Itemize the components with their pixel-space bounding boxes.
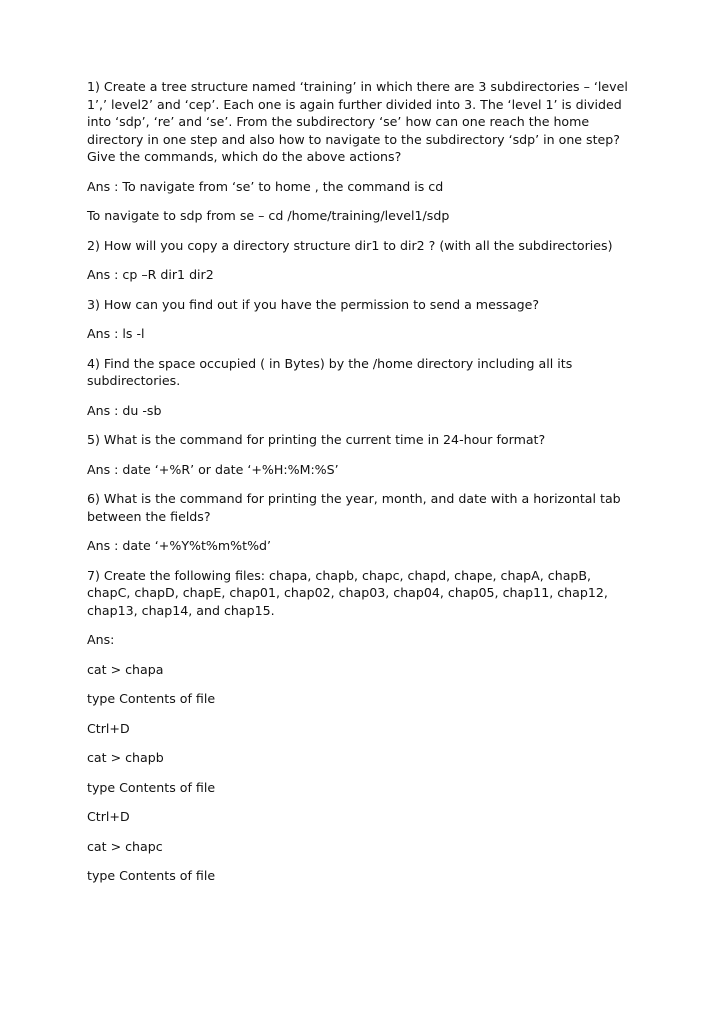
command-line: Ctrl+D <box>87 809 130 824</box>
question-3: 3) How can you find out if you have the permission to send a message? <box>87 296 540 312</box>
command-line: Ctrl+D <box>87 720 130 736</box>
command-line: type Contents of file <box>87 691 216 706</box>
answer-4: Ans : du -sb <box>87 402 162 418</box>
answer-7-label: Ans: <box>87 632 115 647</box>
question-1: 1) Create a tree structure named ‘training’ in which there are 3 subdirectories – ‘level 1’,’ level2’ and ‘cep’. Each one is again further divided into 3. The ‘level 1’ is divided into ‘sdp’, ‘re’ and ‘se’. From the subdirectory ‘se’ how can one reach the home directory in one step and also how to navigate to the subdirectory ‘sdp’ in one step? Give the commands, which do the above actions? <box>87 79 628 164</box>
answer-1-sdp: To navigate to sdp from se – cd /home/training/level1/sdp <box>87 208 450 223</box>
answer-2: Ans : cp –R dir1 dir2 <box>87 267 214 282</box>
answer-6: Ans : date ‘+%Y%t%m%t%d’ <box>87 538 272 553</box>
command-line: cat > chapa <box>87 661 164 677</box>
question-7: 7) Create the following files: chapa, chapb, chapc, chapd, chape, chapA, chapB, chapC, chapD, chapE, chap01, chap02, chap03, chap04, chap05, chap11, chap12, chap13, chap14, and chap15. <box>87 567 608 618</box>
question-2: 2) How will you copy a directory structure dir1 to dir2 ? (with all the subdirectories) <box>87 237 613 253</box>
answer-1-home: Ans : To navigate from ‘se’ to home , the command is cd <box>87 178 444 194</box>
document-body <box>87 78 635 897</box>
command-line: type Contents of file <box>87 868 216 883</box>
question-5: 5) What is the command for printing the current time in 24-hour format? <box>87 432 546 447</box>
command-line: type Contents of file <box>87 779 216 795</box>
command-line: cat > chapb <box>87 750 164 765</box>
answer-5: Ans : date ‘+%R’ or date ‘+%H:%M:%S’ <box>87 461 339 477</box>
question-6: 6) What is the command for printing the year, month, and date with a horizontal tab between the fields? <box>87 491 621 524</box>
command-line: cat > chapc <box>87 838 163 854</box>
answer-3: Ans : ls -l <box>87 326 145 341</box>
question-4: 4) Find the space occupied ( in Bytes) by the /home directory including all its subdirectories. <box>87 355 573 388</box>
